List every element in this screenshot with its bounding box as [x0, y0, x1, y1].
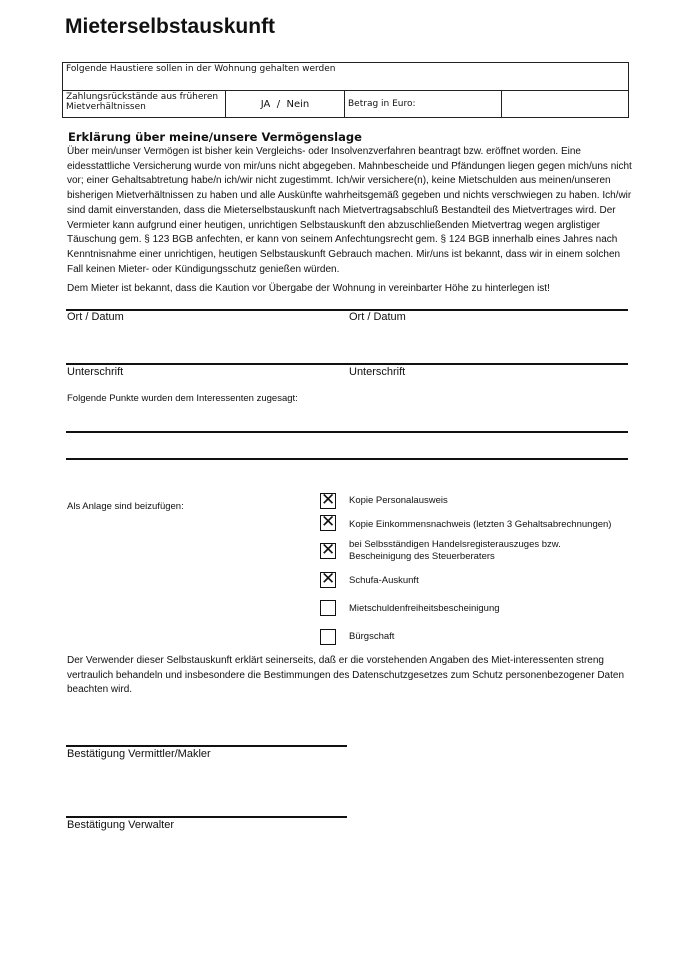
promises-line-1[interactable]	[66, 431, 628, 433]
place-date-label-1: Ort / Datum	[67, 311, 124, 323]
tenant-info-table	[62, 62, 629, 118]
deposit-note: Dem Mieter ist bekannt, dass die Kaution vor Übergabe der Wohnung in vereinbarter Höhe zu hinterlegen ist!	[67, 283, 550, 295]
pets-field[interactable]: Folgende Haustiere sollen in der Wohnung gehalten werden	[63, 63, 629, 91]
signature-label-2: Unterschrift	[349, 366, 406, 378]
checkbox-label: Schufa-Auskunft	[349, 575, 419, 586]
checkbox-label-text: bei Selbsständigen Handelsregisterauszuges bzw. Bescheinigung des Steuerberaters	[349, 539, 561, 562]
checkbox-einkommensnachweis[interactable]: ✕	[321, 512, 336, 532]
manager-confirmation-label: Bestätigung Verwalter	[67, 819, 175, 831]
page-title: Mieterselbstauskunft	[65, 15, 276, 38]
checkbox-label: Kopie Personalausweis	[349, 495, 448, 506]
checkbox-schufa[interactable]: ✕	[321, 569, 336, 589]
checkbox-label: Kopie Einkommensnachweis (letzten 3 Gehaltsabrechnungen)	[349, 519, 612, 530]
checkbox-mietschulden[interactable]	[320, 600, 336, 616]
checkbox-label: Mietschuldenfreiheitsbescheinigung	[349, 603, 500, 614]
yes-no-field[interactable]: JA / Nein	[226, 91, 345, 118]
checkbox-label: Bürgschaft	[349, 631, 395, 642]
place-date-label-2: Ort / Datum	[349, 311, 406, 323]
checkbox-buergschaft[interactable]	[320, 629, 336, 645]
declaration-section	[67, 130, 632, 296]
declaration-heading: Erklärung über meine/unsere Vermögenslage	[68, 130, 362, 144]
declaration-text: Über mein/unser Vermögen ist bisher kein Vergleichs- oder Insolvenzverfahren beantragt bzw. eröffnet worden. Eine eidesstattliche Versicherung wurde von mir/uns nicht abgegeben. Mahnbescheide und Pfändungen liegen gegen mich/uns nicht vor; einer Gehaltsabtretung habe/n ich/wir nicht zugestimmt. Ich/wir versichere(n), keine Mietschulden aus meinen/unseren bisherigen Mietverhältnissen zu haben und alle Auskünfte wahrheitsgemäß gegeben und nichts verschwiegen zu haben. Ich/wir sind damit einverstanden, dass die Mieterselbstauskunft nach Mietvertragsabschluß Bestandteil des Mietvertrages wird. Der Vermieter kann aufgrund einer heutigen, unrichtigen Selbstauskunft den abzuschließenden Mietvertrag wegen arglistiger Täuschung gem. § 123 BGB anfechten, er kann von seinem Anfechtungsrecht gem. § 124 BGB innerhalb eines Jahres nach Kenntnisnahme einer unrichtigen, heutigen Selbstauskunft Gebrauch machen. Mir/uns ist bekannt, dass wir in einem solchen Fall keinen Mieter- oder Kündigungsschutz genießen würden.	[67, 146, 632, 275]
signature-line	[66, 363, 628, 365]
signature-label-1: Unterschrift	[67, 366, 124, 378]
attachments-label: Als Anlage sind beizufügen:	[67, 501, 184, 512]
amount-label: Betrag in Euro:	[345, 91, 502, 118]
promises-line-2[interactable]	[66, 458, 628, 460]
broker-confirmation-label: Bestätigung Vermittler/Makler	[67, 748, 211, 760]
manager-line[interactable]	[66, 816, 347, 818]
checkbox-label	[349, 539, 639, 563]
arrears-label: Zahlungsrückstände aus früheren Mietverhältnissen	[63, 91, 226, 118]
amount-field[interactable]	[502, 91, 629, 118]
place-date-line	[66, 309, 628, 311]
privacy-text: Der Verwender dieser Selbstauskunft erklärt seinerseits, daß er die vorstehenden Angaben des Miet-interessenten streng vertraulich behandeln und insbesondere die Bestimmungen des Datenschutzgesetzes zum Schutz personenbezogener Daten beachten wird.	[67, 655, 625, 695]
broker-line[interactable]	[66, 745, 347, 747]
promises-label: Folgende Punkte wurden dem Interessenten zugesagt:	[67, 393, 298, 404]
checkbox-personalausweis[interactable]: ✕	[321, 490, 336, 510]
checkbox-handelsregister[interactable]: ✕	[321, 540, 336, 560]
